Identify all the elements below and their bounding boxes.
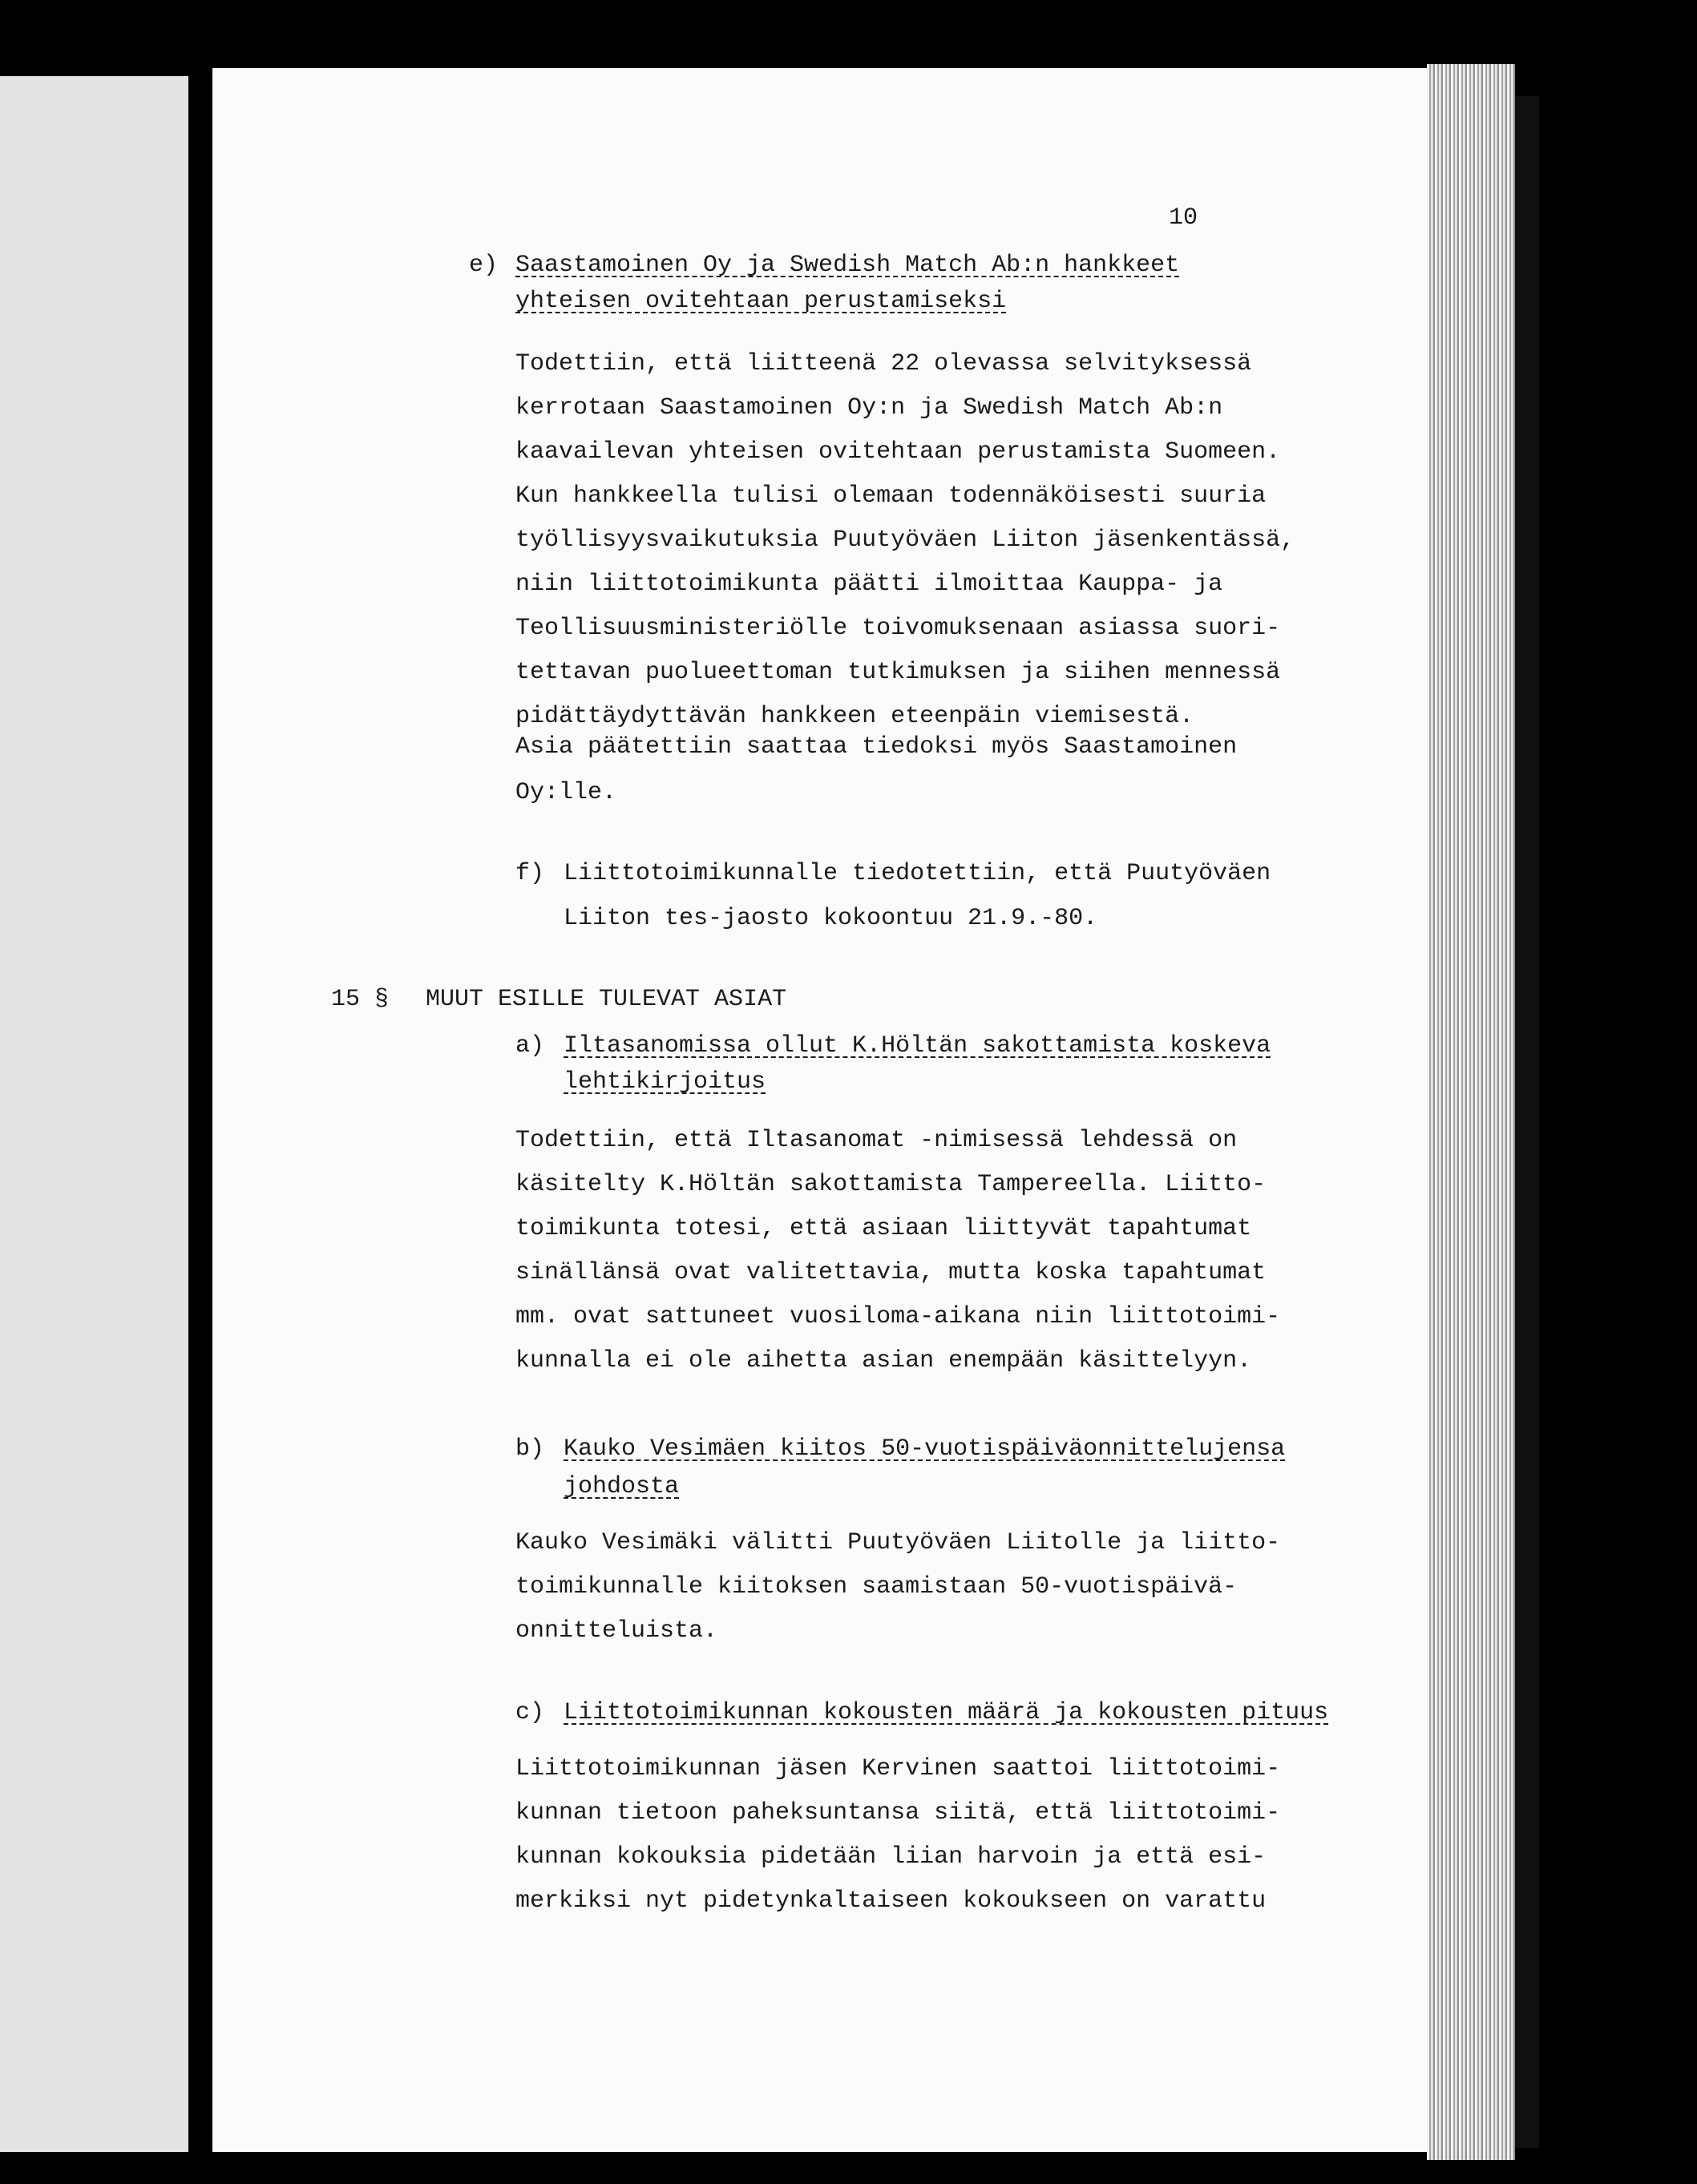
section-15-number: 15 § [331, 986, 390, 1013]
section-c-body-line: merkiksi nyt pidetynkaltaiseen kokoukseen on varattu [515, 1887, 1267, 1915]
document-page [212, 68, 1431, 2152]
section-c-title-line-1: Liittotoimikunnan kokousten määrä ja kokousten pituus [564, 1699, 1329, 1726]
section-e-body-line: Asia päätettiin saattaa tiedoksi myös Saastamoinen [515, 733, 1238, 761]
section-e-body-line: pidättäydyttävän hankkeen eteenpäin viemisestä. [515, 703, 1194, 730]
section-f-body-line: Liittotoimikunnalle tiedotettiin, että Puutyöväen [564, 860, 1271, 887]
section-a-body-line: sinällänsä ovat valitettavia, mutta koska tapahtumat [515, 1259, 1267, 1286]
section-e-label: e) [469, 252, 499, 279]
section-e-body-line: Teollisuusministeriölle toivomuksenaan asiassa suori- [515, 615, 1281, 642]
section-a-title-line-2: lehtikirjoitus [564, 1068, 766, 1096]
section-e-title-line-2: yhteisen ovitehtaan perustamiseksi [515, 288, 1007, 315]
section-a-title-line-1: Iltasanomissa ollut K.Höltän sakottamista koskeva [564, 1032, 1271, 1060]
section-b-title-line-1: Kauko Vesimäen kiitos 50-vuotispäiväonnittelujensa [564, 1435, 1286, 1463]
page-stack-edge [1427, 64, 1515, 2160]
section-c-body-line: kunnan tietoon paheksuntansa siitä, että liittotoimi- [515, 1799, 1281, 1827]
section-a-body-line: mm. ovat sattuneet vuosiloma-aikana niin liittotoimi- [515, 1303, 1281, 1330]
section-b-title-line-2: johdosta [564, 1473, 680, 1500]
section-e-body-line: Oy:lle. [515, 779, 617, 806]
section-a-body-line: toimikunta totesi, että asiaan liittyvät tapahtumat [515, 1215, 1252, 1242]
section-b-body-line: Kauko Vesimäki välitti Puutyöväen Liitolle ja liitto- [515, 1529, 1281, 1556]
section-f-label: f) [515, 860, 545, 887]
section-b-label: b) [515, 1435, 545, 1463]
section-f-body-line: Liiton tes-jaosto kokoontuu 21.9.-80. [564, 905, 1098, 932]
section-a-body-line: Todettiin, että Iltasanomat -nimisessä lehdessä on [515, 1127, 1238, 1154]
section-15-heading: MUUT ESILLE TULEVAT ASIAT [426, 986, 787, 1013]
section-e-title-line-1: Saastamoinen Oy ja Swedish Match Ab:n hankkeet [515, 252, 1180, 279]
section-a-body-line: kunnalla ei ole aihetta asian enempään käsittelyyn. [515, 1347, 1252, 1375]
left-page [0, 76, 188, 2152]
section-e-body-line: työllisyysvaikutuksia Puutyöväen Liiton jäsenkentässä, [515, 527, 1295, 554]
section-e-body-line: Kun hankkeella tulisi olemaan todennäköisesti suuria [515, 482, 1267, 510]
section-e-body-line: kerrotaan Saastamoinen Oy:n ja Swedish Match Ab:n [515, 394, 1223, 422]
section-e-body-line: Todettiin, että liitteenä 22 olevassa selvityksessä [515, 350, 1252, 377]
section-a-body-line: käsitelty K.Höltän sakottamista Tampereella. Liitto- [515, 1171, 1267, 1198]
page-stack-shadow [1515, 96, 1539, 2148]
section-a-label: a) [515, 1032, 545, 1060]
section-c-body-line: kunnan kokouksia pidetään liian harvoin ja että esi- [515, 1843, 1267, 1871]
section-b-body-line: onnitteluista. [515, 1617, 718, 1645]
section-e-body-line: kaavailevan yhteisen ovitehtaan perustamista Suomeen. [515, 438, 1281, 466]
section-c-label: c) [515, 1699, 545, 1726]
section-e-body-line: niin liittotoimikunta päätti ilmoittaa Kauppa- ja [515, 571, 1223, 598]
section-e-body-line: tettavan puolueettoman tutkimuksen ja siihen mennessä [515, 659, 1281, 686]
page-number: 10 [1169, 204, 1198, 232]
section-b-body-line: toimikunnalle kiitoksen saamistaan 50-vuotispäivä- [515, 1573, 1238, 1601]
section-c-body-line: Liittotoimikunnan jäsen Kervinen saattoi liittotoimi- [515, 1755, 1281, 1782]
